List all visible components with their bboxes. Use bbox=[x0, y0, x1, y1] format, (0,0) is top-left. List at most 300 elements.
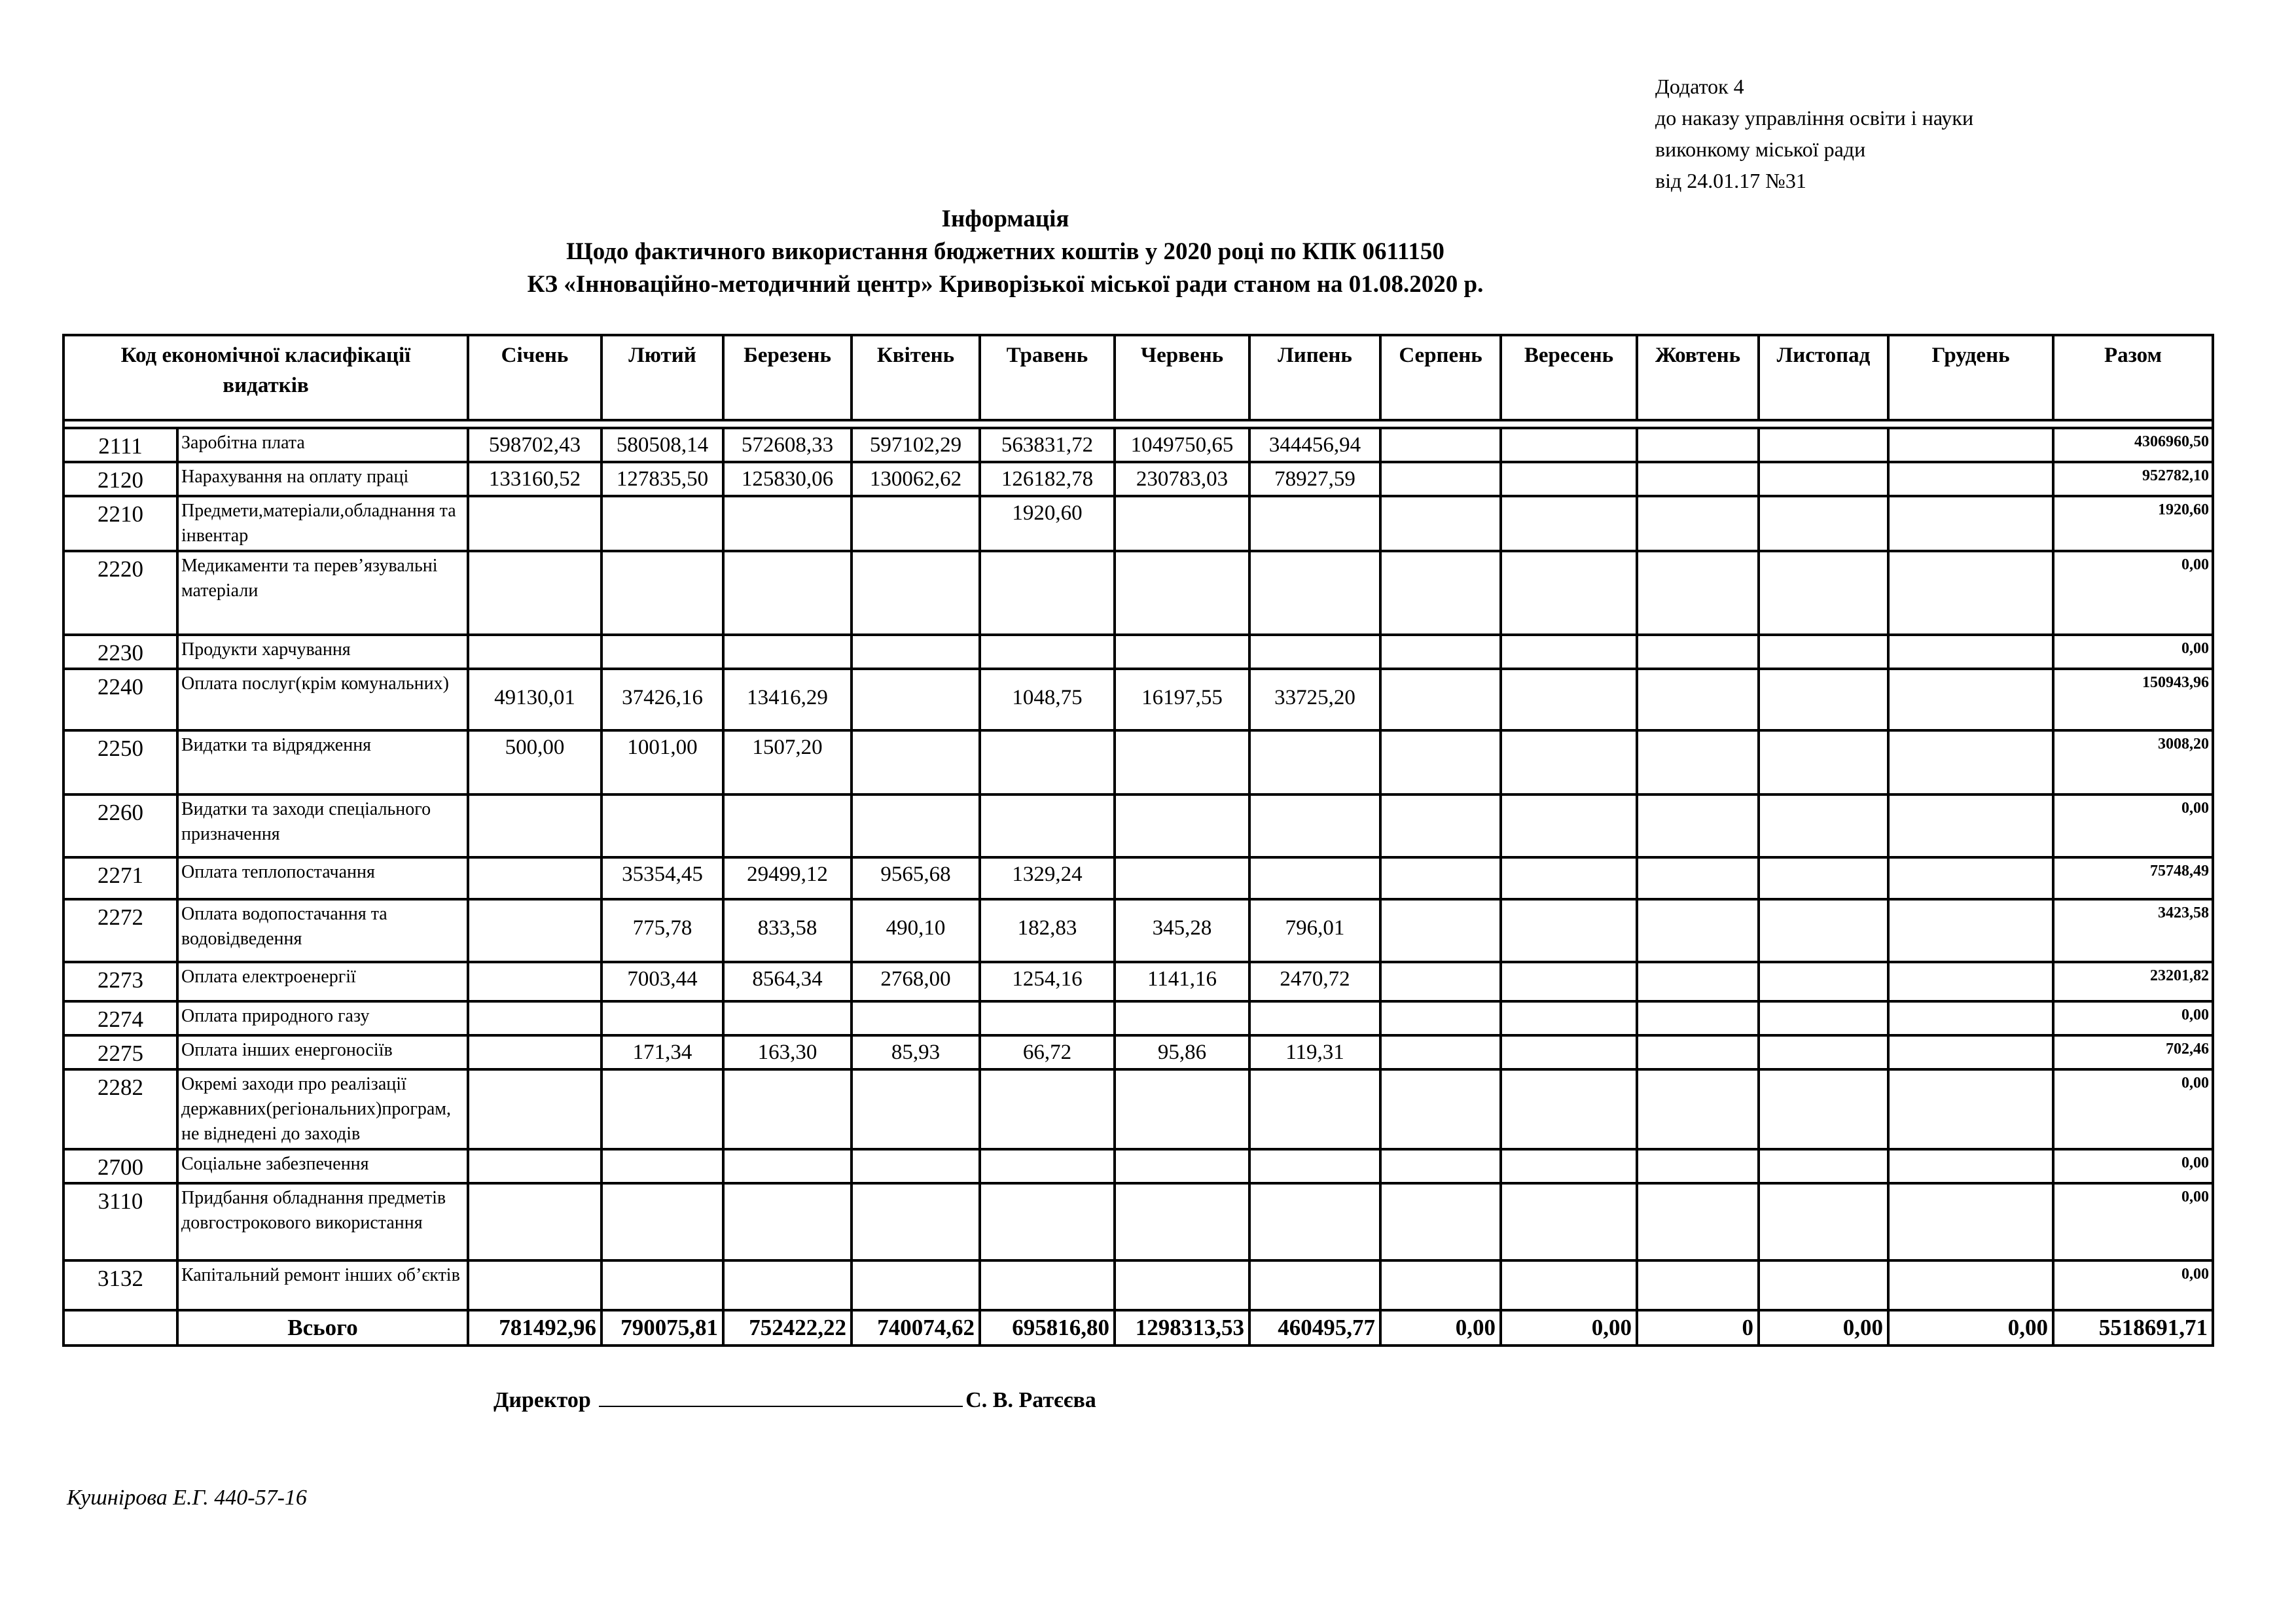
row-month-value bbox=[1759, 1035, 1888, 1069]
row-month-value bbox=[601, 635, 723, 669]
row-month-value bbox=[723, 1069, 852, 1149]
row-code: 2273 bbox=[63, 962, 177, 1001]
signature-title: Директор bbox=[493, 1388, 591, 1412]
row-month-value bbox=[1637, 794, 1759, 857]
row-month-value: 563831,72 bbox=[980, 428, 1115, 462]
row-month-value bbox=[1249, 857, 1380, 899]
row-month-value bbox=[468, 1035, 601, 1069]
row-code: 2700 bbox=[63, 1149, 177, 1183]
header-total: Разом bbox=[2053, 335, 2213, 420]
row-month-value bbox=[1380, 551, 1501, 635]
row-month-value: 130062,62 bbox=[852, 462, 980, 496]
row-month-value bbox=[1249, 1001, 1380, 1035]
row-month-value bbox=[468, 794, 601, 857]
row-month-value bbox=[1888, 1149, 2053, 1183]
row-total: 150943,96 bbox=[2053, 669, 2213, 730]
row-month-value: 95,86 bbox=[1115, 1035, 1249, 1069]
row-name: Оплата електроенергії bbox=[177, 962, 468, 1001]
row-month-value: 16197,55 bbox=[1115, 669, 1249, 730]
row-code: 2274 bbox=[63, 1001, 177, 1035]
row-month-value bbox=[1249, 1069, 1380, 1149]
row-month-value bbox=[1637, 962, 1759, 1001]
row-total: 952782,10 bbox=[2053, 462, 2213, 496]
row-month-value bbox=[1249, 496, 1380, 551]
row-month-value bbox=[1380, 962, 1501, 1001]
row-month-value bbox=[468, 1260, 601, 1310]
row-month-value: 125830,06 bbox=[723, 462, 852, 496]
grand-total: 5518691,71 bbox=[2053, 1310, 2213, 1346]
table-row bbox=[63, 1069, 2213, 1149]
row-total: 0,00 bbox=[2053, 1001, 2213, 1035]
row-total: 0,00 bbox=[2053, 1149, 2213, 1183]
annex-line: до наказу управління освіти і науки bbox=[1655, 106, 1974, 130]
row-month-value bbox=[1380, 857, 1501, 899]
row-month-value bbox=[1888, 496, 2053, 551]
row-month-value bbox=[1759, 669, 1888, 730]
row-month-value bbox=[1759, 496, 1888, 551]
row-month-value bbox=[1759, 899, 1888, 962]
header-month: Серпень bbox=[1380, 335, 1501, 420]
row-month-value bbox=[723, 635, 852, 669]
row-month-value bbox=[1888, 462, 2053, 496]
row-month-value: 66,72 bbox=[980, 1035, 1115, 1069]
row-month-value bbox=[980, 635, 1115, 669]
row-month-value bbox=[1115, 1001, 1249, 1035]
row-total: 4306960,50 bbox=[2053, 428, 2213, 462]
row-month-value bbox=[1501, 962, 1637, 1001]
table-row bbox=[63, 462, 2213, 496]
row-month-value bbox=[1115, 730, 1249, 794]
row-month-value bbox=[468, 1149, 601, 1183]
row-month-value: 133160,52 bbox=[468, 462, 601, 496]
row-month-value: 1001,00 bbox=[601, 730, 723, 794]
annex-line: виконкому міської ради bbox=[1655, 137, 1866, 161]
row-month-value bbox=[1888, 1035, 2053, 1069]
row-month-value bbox=[1380, 899, 1501, 962]
row-month-value bbox=[1759, 635, 1888, 669]
row-month-value bbox=[1380, 1035, 1501, 1069]
row-month-value bbox=[468, 1001, 601, 1035]
row-month-value: 29499,12 bbox=[723, 857, 852, 899]
row-month-value bbox=[1501, 1001, 1637, 1035]
row-month-value bbox=[1115, 1183, 1249, 1260]
row-month-value bbox=[1637, 1149, 1759, 1183]
row-name: Оплата послуг(крім комунальних) bbox=[177, 669, 468, 730]
row-month-value bbox=[1115, 794, 1249, 857]
annex-line: Додаток 4 bbox=[1655, 75, 1744, 98]
annex-line: від 24.01.17 №31 bbox=[1655, 169, 1806, 192]
row-month-value bbox=[601, 1069, 723, 1149]
row-month-value bbox=[723, 1260, 852, 1310]
row-month-value bbox=[1759, 857, 1888, 899]
row-month-value bbox=[852, 1183, 980, 1260]
row-month-value bbox=[980, 730, 1115, 794]
total-row bbox=[63, 1310, 2213, 1346]
row-month-value bbox=[1759, 794, 1888, 857]
row-month-value bbox=[601, 1183, 723, 1260]
row-month-value bbox=[1637, 899, 1759, 962]
row-month-value bbox=[1888, 1069, 2053, 1149]
row-month-value bbox=[1637, 551, 1759, 635]
row-name: Видатки та заходи спеціального призначення bbox=[177, 794, 468, 857]
row-month-value bbox=[1501, 635, 1637, 669]
row-month-value: 37426,16 bbox=[601, 669, 723, 730]
total-label: Всього bbox=[177, 1310, 468, 1346]
row-code: 3132 bbox=[63, 1260, 177, 1310]
total-month-value: 1298313,53 bbox=[1115, 1310, 1249, 1346]
row-month-value: 344456,94 bbox=[1249, 428, 1380, 462]
row-month-value: 598702,43 bbox=[468, 428, 601, 462]
table-row bbox=[63, 635, 2213, 669]
row-month-value: 1048,75 bbox=[980, 669, 1115, 730]
row-month-value bbox=[1380, 669, 1501, 730]
row-month-value bbox=[1249, 1260, 1380, 1310]
total-month-value: 460495,77 bbox=[1249, 1310, 1380, 1346]
table-row bbox=[63, 428, 2213, 462]
row-month-value bbox=[1115, 1069, 1249, 1149]
row-month-value bbox=[1380, 1183, 1501, 1260]
row-total: 75748,49 bbox=[2053, 857, 2213, 899]
header-month: Жовтень bbox=[1637, 335, 1759, 420]
row-month-value: 127835,50 bbox=[601, 462, 723, 496]
row-month-value bbox=[1501, 428, 1637, 462]
row-month-value bbox=[601, 1001, 723, 1035]
header-month: Грудень bbox=[1888, 335, 2053, 420]
title-line-3: КЗ «Інноваційно-методичний центр» Криворізької міської ради станом на 01.08.2020 р. bbox=[527, 271, 1484, 298]
total-month-value: 0,00 bbox=[1759, 1310, 1888, 1346]
row-month-value bbox=[601, 496, 723, 551]
row-month-value bbox=[1637, 857, 1759, 899]
row-month-value bbox=[1759, 551, 1888, 635]
row-code: 2271 bbox=[63, 857, 177, 899]
row-month-value bbox=[852, 730, 980, 794]
signature-line bbox=[599, 1387, 963, 1407]
table-row bbox=[63, 1149, 2213, 1183]
row-month-value bbox=[601, 1260, 723, 1310]
row-month-value: 171,34 bbox=[601, 1035, 723, 1069]
row-name: Предмети,матеріали,обладнання та інвентар bbox=[177, 496, 468, 551]
row-month-value bbox=[852, 496, 980, 551]
row-month-value bbox=[980, 1149, 1115, 1183]
row-month-value bbox=[1637, 496, 1759, 551]
row-month-value: 35354,45 bbox=[601, 857, 723, 899]
row-month-value bbox=[1888, 857, 2053, 899]
row-month-value bbox=[1759, 428, 1888, 462]
row-name: Капітальний ремонт інших об’єктів bbox=[177, 1260, 468, 1310]
row-month-value bbox=[1249, 730, 1380, 794]
row-month-value bbox=[1501, 1149, 1637, 1183]
total-month-value: 0,00 bbox=[1888, 1310, 2053, 1346]
row-month-value bbox=[1501, 669, 1637, 730]
row-month-value bbox=[1249, 1149, 1380, 1183]
budget-body bbox=[63, 428, 2213, 1346]
row-month-value bbox=[1249, 794, 1380, 857]
row-month-value: 163,30 bbox=[723, 1035, 852, 1069]
row-month-value bbox=[1501, 1183, 1637, 1260]
row-month-value bbox=[1501, 462, 1637, 496]
table-row bbox=[63, 1035, 2213, 1069]
row-month-value bbox=[1888, 730, 2053, 794]
row-month-value bbox=[852, 1149, 980, 1183]
row-month-value: 33725,20 bbox=[1249, 669, 1380, 730]
header-month: Липень bbox=[1249, 335, 1380, 420]
budget-table bbox=[62, 334, 2214, 1347]
row-total: 0,00 bbox=[2053, 794, 2213, 857]
row-month-value bbox=[1501, 730, 1637, 794]
row-total: 1920,60 bbox=[2053, 496, 2213, 551]
row-month-value bbox=[1380, 794, 1501, 857]
row-name: Соціальне забезпечення bbox=[177, 1149, 468, 1183]
row-total: 3423,58 bbox=[2053, 899, 2213, 962]
row-total: 702,46 bbox=[2053, 1035, 2213, 1069]
row-month-value: 126182,78 bbox=[980, 462, 1115, 496]
row-name: Окремі заходи про реалізації державних(регіональних)програм, не віднедені до заходів bbox=[177, 1069, 468, 1149]
row-total: 0,00 bbox=[2053, 1069, 2213, 1149]
row-month-value bbox=[1501, 1035, 1637, 1069]
row-code: 2230 bbox=[63, 635, 177, 669]
row-month-value: 78927,59 bbox=[1249, 462, 1380, 496]
row-month-value bbox=[1888, 669, 2053, 730]
header-month: Травень bbox=[980, 335, 1115, 420]
row-month-value bbox=[980, 794, 1115, 857]
row-month-value: 7003,44 bbox=[601, 962, 723, 1001]
row-code: 3110 bbox=[63, 1183, 177, 1260]
row-month-value: 1254,16 bbox=[980, 962, 1115, 1001]
row-month-value bbox=[1380, 496, 1501, 551]
row-code: 2272 bbox=[63, 899, 177, 962]
row-month-value bbox=[1637, 669, 1759, 730]
row-month-value bbox=[1759, 1069, 1888, 1149]
row-month-value bbox=[1637, 1183, 1759, 1260]
row-month-value bbox=[1637, 635, 1759, 669]
row-total: 0,00 bbox=[2053, 1183, 2213, 1260]
row-code: 2282 bbox=[63, 1069, 177, 1149]
row-name: Нарахування на оплату праці bbox=[177, 462, 468, 496]
row-month-value bbox=[1115, 635, 1249, 669]
row-month-value bbox=[1380, 1001, 1501, 1035]
row-month-value bbox=[1759, 1001, 1888, 1035]
row-month-value bbox=[1380, 1069, 1501, 1149]
row-month-value bbox=[852, 635, 980, 669]
row-month-value bbox=[1501, 899, 1637, 962]
row-month-value bbox=[1759, 962, 1888, 1001]
row-month-value bbox=[980, 1069, 1115, 1149]
row-month-value: 13416,29 bbox=[723, 669, 852, 730]
row-month-value bbox=[1759, 1260, 1888, 1310]
signature-name: С. В. Ратєєва bbox=[965, 1388, 1096, 1412]
row-month-value bbox=[980, 1260, 1115, 1310]
row-month-value bbox=[601, 794, 723, 857]
total-month-value: 0,00 bbox=[1501, 1310, 1637, 1346]
table-row bbox=[63, 1183, 2213, 1260]
row-month-value bbox=[1380, 1149, 1501, 1183]
row-month-value bbox=[1759, 1183, 1888, 1260]
row-month-value bbox=[1888, 1001, 2053, 1035]
row-month-value bbox=[980, 1183, 1115, 1260]
table-row bbox=[63, 551, 2213, 635]
row-month-value bbox=[1888, 1183, 2053, 1260]
row-month-value bbox=[1759, 1149, 1888, 1183]
table-row bbox=[63, 899, 2213, 962]
row-code: 2210 bbox=[63, 496, 177, 551]
row-month-value bbox=[601, 551, 723, 635]
row-month-value bbox=[468, 635, 601, 669]
row-name: Оплата теплопостачання bbox=[177, 857, 468, 899]
row-month-value bbox=[852, 1069, 980, 1149]
row-code: 2275 bbox=[63, 1035, 177, 1069]
row-month-value bbox=[468, 551, 601, 635]
row-total: 0,00 bbox=[2053, 635, 2213, 669]
row-month-value: 9565,68 bbox=[852, 857, 980, 899]
row-code: 2240 bbox=[63, 669, 177, 730]
row-month-value bbox=[1637, 1001, 1759, 1035]
row-month-value: 1049750,65 bbox=[1115, 428, 1249, 462]
row-name: Придбання обладнання предметів довгострокового використання bbox=[177, 1183, 468, 1260]
row-month-value bbox=[723, 1001, 852, 1035]
row-name: Оплата інших енергоносіїв bbox=[177, 1035, 468, 1069]
row-month-value: 119,31 bbox=[1249, 1035, 1380, 1069]
document-title bbox=[0, 203, 2296, 301]
row-month-value bbox=[468, 899, 601, 962]
row-month-value bbox=[1249, 1183, 1380, 1260]
row-month-value: 230783,03 bbox=[1115, 462, 1249, 496]
table-row bbox=[63, 730, 2213, 794]
row-month-value: 182,83 bbox=[980, 899, 1115, 962]
row-total: 0,00 bbox=[2053, 1260, 2213, 1310]
row-month-value bbox=[1888, 428, 2053, 462]
row-code: 2260 bbox=[63, 794, 177, 857]
row-month-value bbox=[1249, 635, 1380, 669]
table-row bbox=[63, 962, 2213, 1001]
row-month-value bbox=[1637, 462, 1759, 496]
row-month-value bbox=[1249, 551, 1380, 635]
row-month-value bbox=[1637, 428, 1759, 462]
table-row bbox=[63, 794, 2213, 857]
row-month-value: 49130,01 bbox=[468, 669, 601, 730]
header-month: Листопад bbox=[1759, 335, 1888, 420]
row-month-value bbox=[723, 1183, 852, 1260]
row-month-value bbox=[852, 1260, 980, 1310]
row-month-value bbox=[1888, 551, 2053, 635]
header-month: Червень bbox=[1115, 335, 1249, 420]
row-month-value bbox=[1888, 1260, 2053, 1310]
row-month-value bbox=[1501, 857, 1637, 899]
row-month-value: 796,01 bbox=[1249, 899, 1380, 962]
row-month-value: 1141,16 bbox=[1115, 962, 1249, 1001]
row-code: 2111 bbox=[63, 428, 177, 462]
row-month-value bbox=[723, 1149, 852, 1183]
row-month-value bbox=[1115, 1149, 1249, 1183]
row-month-value: 345,28 bbox=[1115, 899, 1249, 962]
row-month-value bbox=[1637, 730, 1759, 794]
table-row bbox=[63, 857, 2213, 899]
row-code: 2220 bbox=[63, 551, 177, 635]
total-month-value: 790075,81 bbox=[601, 1310, 723, 1346]
row-month-value: 1329,24 bbox=[980, 857, 1115, 899]
header-month: Квітень bbox=[852, 335, 980, 420]
row-month-value bbox=[1501, 551, 1637, 635]
row-month-value bbox=[1380, 1260, 1501, 1310]
row-month-value: 580508,14 bbox=[601, 428, 723, 462]
row-month-value bbox=[852, 551, 980, 635]
table-row bbox=[63, 669, 2213, 730]
header-month: Лютий bbox=[601, 335, 723, 420]
row-month-value: 1507,20 bbox=[723, 730, 852, 794]
row-month-value bbox=[1888, 635, 2053, 669]
row-name: Оплата водопостачання та водовідведення bbox=[177, 899, 468, 962]
row-month-value bbox=[468, 857, 601, 899]
row-month-value: 833,58 bbox=[723, 899, 852, 962]
table-row bbox=[63, 496, 2213, 551]
total-month-value: 0 bbox=[1637, 1310, 1759, 1346]
row-month-value bbox=[1759, 462, 1888, 496]
row-month-value bbox=[852, 1001, 980, 1035]
total-month-value: 752422,22 bbox=[723, 1310, 852, 1346]
row-month-value bbox=[1637, 1260, 1759, 1310]
row-total: 23201,82 bbox=[2053, 962, 2213, 1001]
row-month-value bbox=[980, 1001, 1115, 1035]
header-gap bbox=[63, 420, 2213, 428]
table-row bbox=[63, 1260, 2213, 1310]
row-month-value: 572608,33 bbox=[723, 428, 852, 462]
row-month-value bbox=[1115, 857, 1249, 899]
row-name: Медикаменти та перев’язувальні матеріали bbox=[177, 551, 468, 635]
row-month-value bbox=[1115, 496, 1249, 551]
total-month-value: 695816,80 bbox=[980, 1310, 1115, 1346]
row-month-value bbox=[1380, 635, 1501, 669]
row-month-value bbox=[1637, 1069, 1759, 1149]
row-month-value: 8564,34 bbox=[723, 962, 852, 1001]
total-month-value: 781492,96 bbox=[468, 1310, 601, 1346]
row-month-value bbox=[1888, 962, 2053, 1001]
title-line-1: Інформація bbox=[941, 205, 1069, 232]
row-total: 0,00 bbox=[2053, 551, 2213, 635]
row-code: 2250 bbox=[63, 730, 177, 794]
annex-note bbox=[1655, 71, 1973, 196]
table-row bbox=[63, 1001, 2213, 1035]
row-code: 2120 bbox=[63, 462, 177, 496]
row-name: Заробітна плата bbox=[177, 428, 468, 462]
row-month-value bbox=[601, 1149, 723, 1183]
row-month-value: 2768,00 bbox=[852, 962, 980, 1001]
total-empty bbox=[63, 1310, 177, 1346]
row-month-value bbox=[468, 496, 601, 551]
row-month-value: 597102,29 bbox=[852, 428, 980, 462]
row-name: Продукти харчування bbox=[177, 635, 468, 669]
row-month-value bbox=[723, 496, 852, 551]
row-month-value bbox=[1501, 794, 1637, 857]
row-month-value bbox=[1888, 794, 2053, 857]
row-month-value bbox=[1501, 1069, 1637, 1149]
row-month-value bbox=[1888, 899, 2053, 962]
row-month-value bbox=[1501, 1260, 1637, 1310]
row-month-value: 1920,60 bbox=[980, 496, 1115, 551]
row-month-value bbox=[1380, 730, 1501, 794]
row-month-value bbox=[1380, 462, 1501, 496]
row-month-value bbox=[468, 1069, 601, 1149]
row-total: 3008,20 bbox=[2053, 730, 2213, 794]
row-month-value bbox=[1637, 1035, 1759, 1069]
row-month-value bbox=[1501, 496, 1637, 551]
row-month-value bbox=[980, 551, 1115, 635]
row-month-value bbox=[1759, 730, 1888, 794]
row-month-value: 2470,72 bbox=[1249, 962, 1380, 1001]
row-month-value bbox=[723, 551, 852, 635]
row-month-value bbox=[852, 794, 980, 857]
header-month: Вересень bbox=[1501, 335, 1637, 420]
executor-note: Кушнірова Е.Г. 440-57-16 bbox=[67, 1486, 307, 1510]
row-month-value: 85,93 bbox=[852, 1035, 980, 1069]
